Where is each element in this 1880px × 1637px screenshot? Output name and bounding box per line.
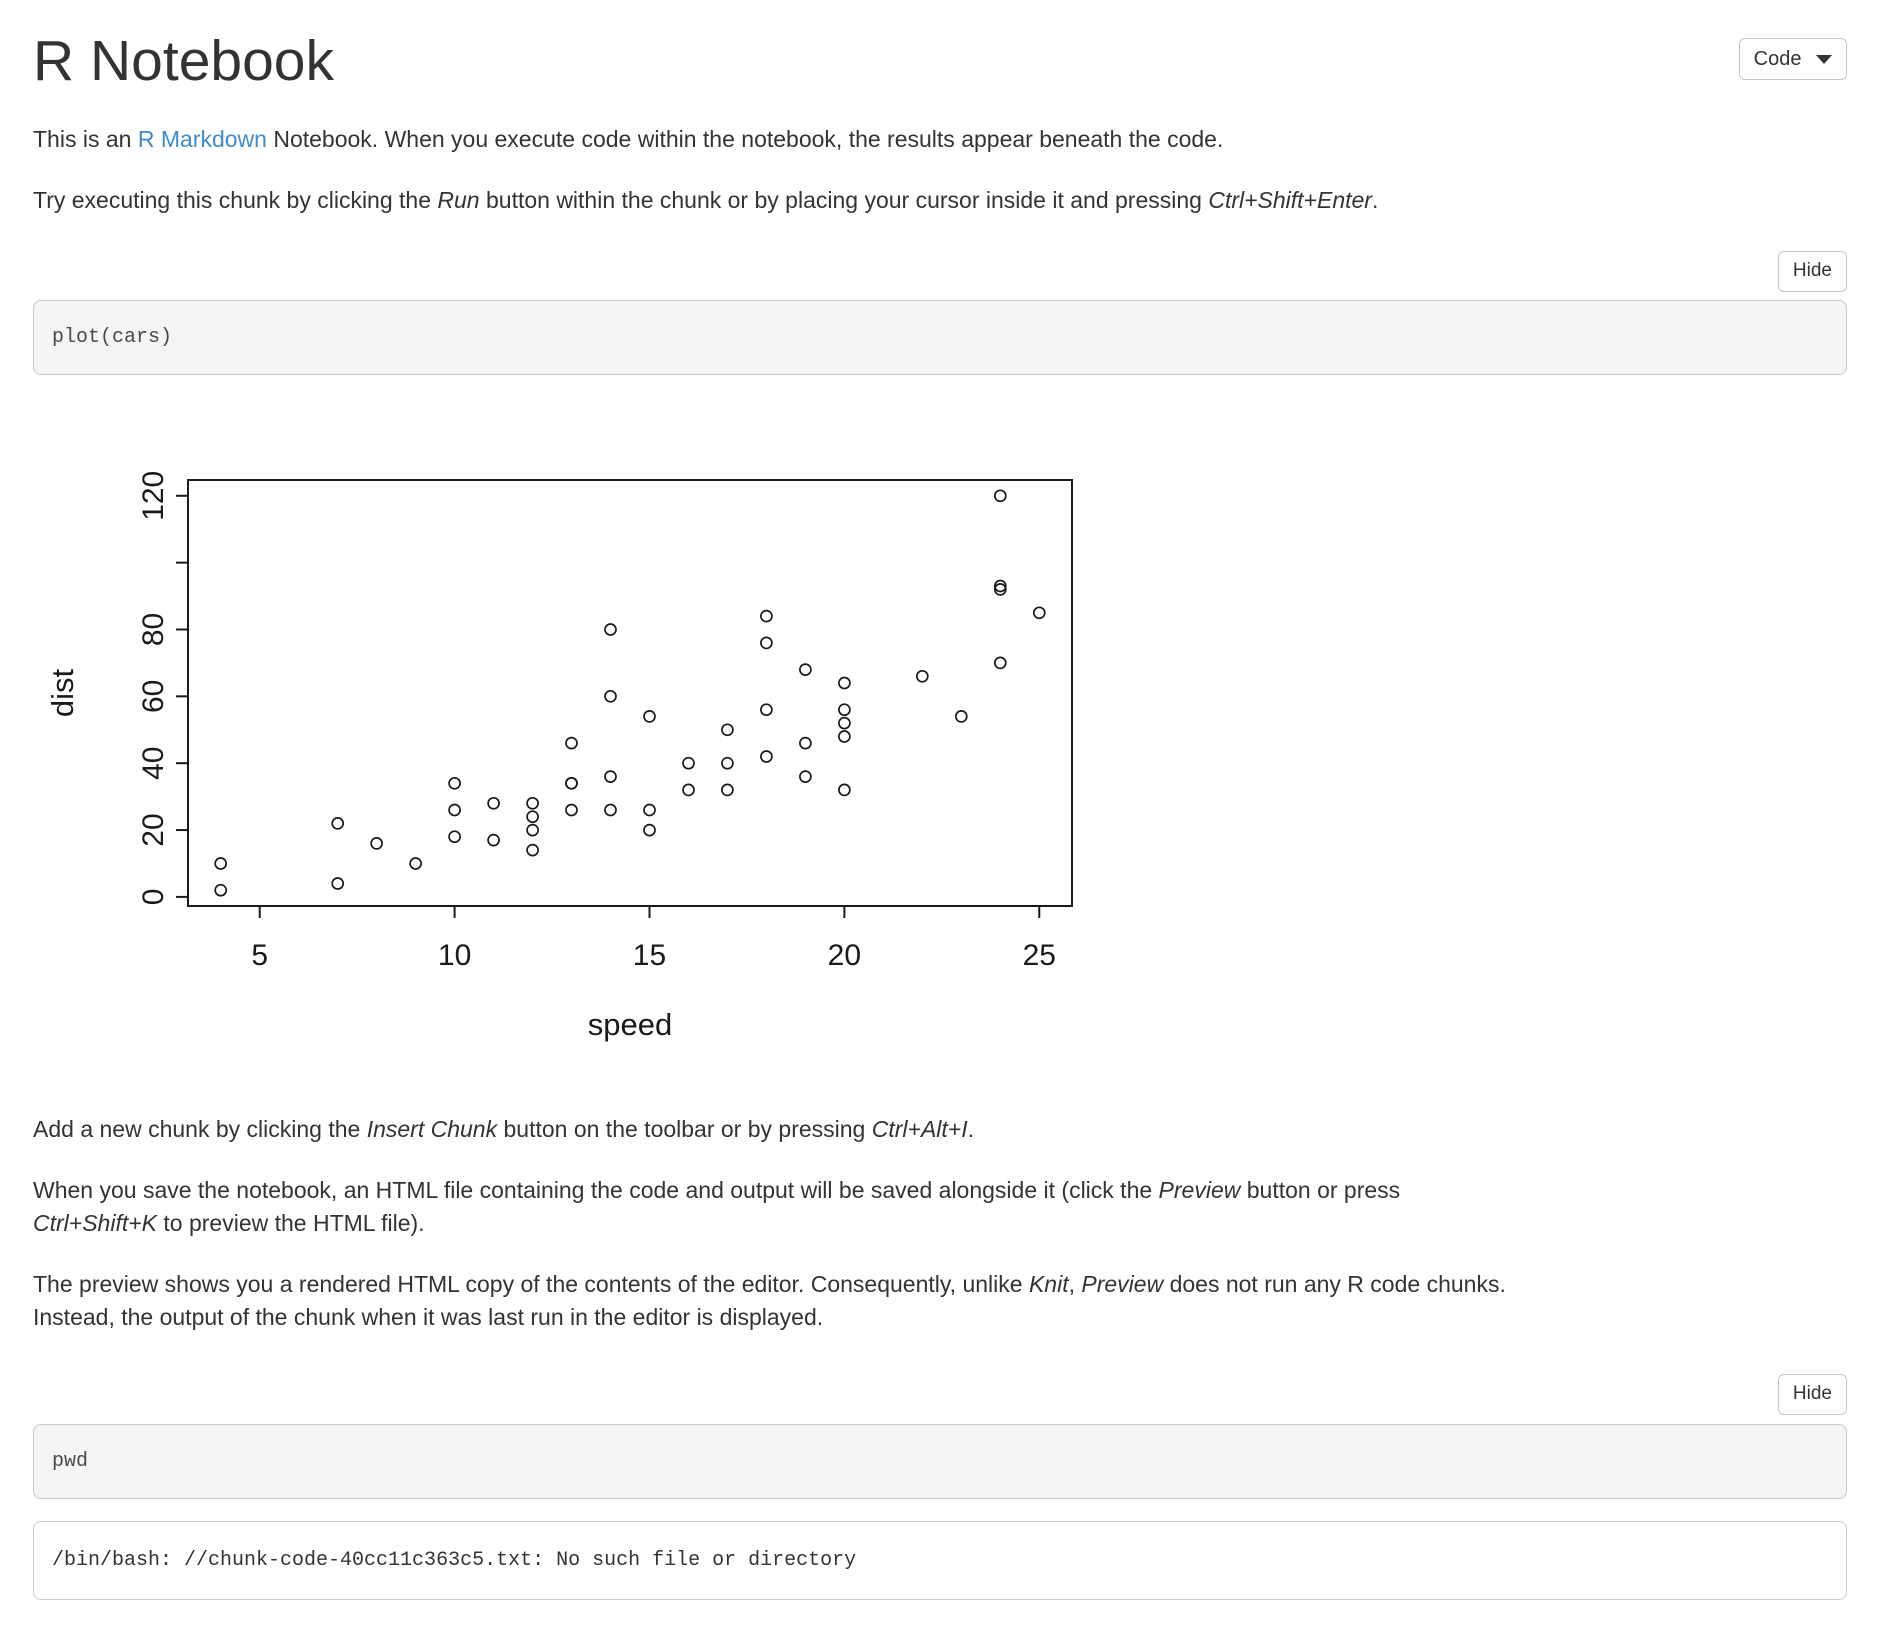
- italic-keyword: Ctrl+Alt+I: [871, 1115, 968, 1142]
- r-markdown-link[interactable]: R Markdown: [137, 125, 267, 152]
- text-segment: This is an: [33, 125, 138, 152]
- text-segment: button or press: [1240, 1176, 1401, 1203]
- data-point: [839, 717, 850, 728]
- italic-keyword: Insert Chunk: [366, 1115, 498, 1142]
- italic-keyword: Ctrl+Shift+K: [33, 1209, 157, 1236]
- data-point: [371, 838, 382, 849]
- x-tick-label: 10: [437, 938, 472, 972]
- y-tick-label: 40: [137, 746, 170, 780]
- data-point: [566, 804, 577, 815]
- text-segment: Instead, the output of the chunk when it was last run in the editor is displayed.: [33, 1303, 824, 1330]
- text-segment: ,: [1068, 1270, 1082, 1297]
- chunk1-toolbar: [33, 251, 1847, 292]
- data-point: [839, 731, 850, 742]
- data-point: [839, 677, 850, 688]
- data-point: [449, 777, 460, 788]
- data-point: [566, 777, 577, 788]
- data-point: [527, 797, 538, 808]
- data-point: [722, 784, 733, 795]
- body-paragraph-2: [33, 1174, 1847, 1240]
- x-tick-label: 15: [632, 938, 667, 972]
- y-tick-label: 20: [137, 813, 170, 847]
- data-point: [683, 784, 694, 795]
- data-point: [527, 844, 538, 855]
- text-segment: Try executing this chunk by clicking the: [33, 186, 438, 213]
- data-point: [956, 711, 967, 722]
- italic-keyword: Preview: [1081, 1270, 1164, 1297]
- data-point: [761, 704, 772, 715]
- y-axis-title: dist: [45, 668, 80, 717]
- italic-keyword: Run: [437, 186, 480, 213]
- intro-paragraph-1: [33, 123, 1847, 156]
- x-tick-label: 20: [827, 938, 862, 972]
- code-dropdown-button[interactable]: [1739, 38, 1847, 80]
- x-tick-label: 25: [1022, 938, 1056, 972]
- italic-keyword: Ctrl+Shift+Enter: [1208, 186, 1372, 213]
- data-point: [527, 811, 538, 822]
- data-point: [761, 610, 772, 621]
- chunk2-toolbar: [33, 1374, 1847, 1415]
- data-point: [605, 804, 616, 815]
- data-point: [527, 824, 538, 835]
- body-paragraph-1: [33, 1113, 1847, 1146]
- data-point: [215, 858, 226, 869]
- data-point: [644, 711, 655, 722]
- text-segment: button within the chunk or by placing your cursor inside it and pressing: [479, 186, 1209, 213]
- code-dropdown-label: Code: [1753, 47, 1802, 70]
- italic-keyword: Preview: [1158, 1176, 1241, 1203]
- data-point: [995, 657, 1006, 668]
- data-point: [644, 804, 655, 815]
- data-point: [1034, 607, 1045, 618]
- data-point: [683, 757, 694, 768]
- text-segment: When you save the notebook, an HTML file containing the code and output will be saved alongside it (click the: [33, 1176, 1159, 1203]
- y-tick-label: 0: [137, 888, 170, 905]
- data-point: [722, 724, 733, 735]
- data-point: [839, 784, 850, 795]
- hide-chunk2-button[interactable]: Hide: [1778, 1374, 1847, 1415]
- data-point: [449, 831, 460, 842]
- data-point: [839, 704, 850, 715]
- page-title: R Notebook: [33, 29, 335, 93]
- chunk-output: /bin/bash: //chunk-code-40cc11c363c5.txt: No such file or directory: [33, 1521, 1847, 1600]
- data-point: [761, 637, 772, 648]
- text-segment: .: [1371, 186, 1379, 213]
- data-point: [722, 757, 733, 768]
- caret-down-icon: [1816, 55, 1832, 64]
- data-point: [488, 797, 499, 808]
- y-tick-label: 60: [137, 679, 170, 713]
- x-axis-title: speed: [587, 1006, 673, 1042]
- data-point: [800, 664, 811, 675]
- data-point: [605, 624, 616, 635]
- data-point: [995, 490, 1006, 501]
- body-paragraph-3: [33, 1268, 1847, 1334]
- data-point: [917, 670, 928, 681]
- data-point: [410, 858, 421, 869]
- code-chunk-pwd: pwd: [33, 1424, 1847, 1499]
- plot-box: [188, 480, 1072, 906]
- data-point: [644, 824, 655, 835]
- data-point: [761, 751, 772, 762]
- text-segment: The preview shows you a rendered HTML copy of the contents of the editor. Consequently, unlike: [33, 1270, 1029, 1297]
- x-tick-label: 5: [251, 938, 269, 972]
- text-segment: does not run any R code chunks.: [1163, 1270, 1506, 1297]
- text-segment: Add a new chunk by clicking the: [33, 1115, 367, 1142]
- text-segment: .: [967, 1115, 975, 1142]
- data-point: [449, 804, 460, 815]
- data-point: [605, 690, 616, 701]
- data-point: [605, 771, 616, 782]
- cars-scatter-plot: [33, 380, 1093, 1060]
- text-segment: to preview the HTML file).: [157, 1209, 425, 1236]
- data-point: [800, 771, 811, 782]
- text-segment: Notebook. When you execute code within the notebook, the results appear beneath the code.: [266, 125, 1224, 152]
- hide-chunk1-button[interactable]: Hide: [1778, 251, 1847, 292]
- intro-paragraph-2: [33, 184, 1847, 217]
- data-point: [332, 818, 343, 829]
- data-point: [566, 737, 577, 748]
- text-segment: button on the toolbar or by pressing: [497, 1115, 872, 1142]
- y-tick-label: 80: [137, 612, 170, 646]
- italic-keyword: Knit: [1028, 1270, 1069, 1297]
- data-point: [488, 834, 499, 845]
- data-point: [332, 878, 343, 889]
- data-point: [800, 737, 811, 748]
- y-tick-label: 120: [137, 470, 170, 521]
- data-point: [215, 884, 226, 895]
- code-chunk-plot-cars: plot(cars): [33, 300, 1847, 375]
